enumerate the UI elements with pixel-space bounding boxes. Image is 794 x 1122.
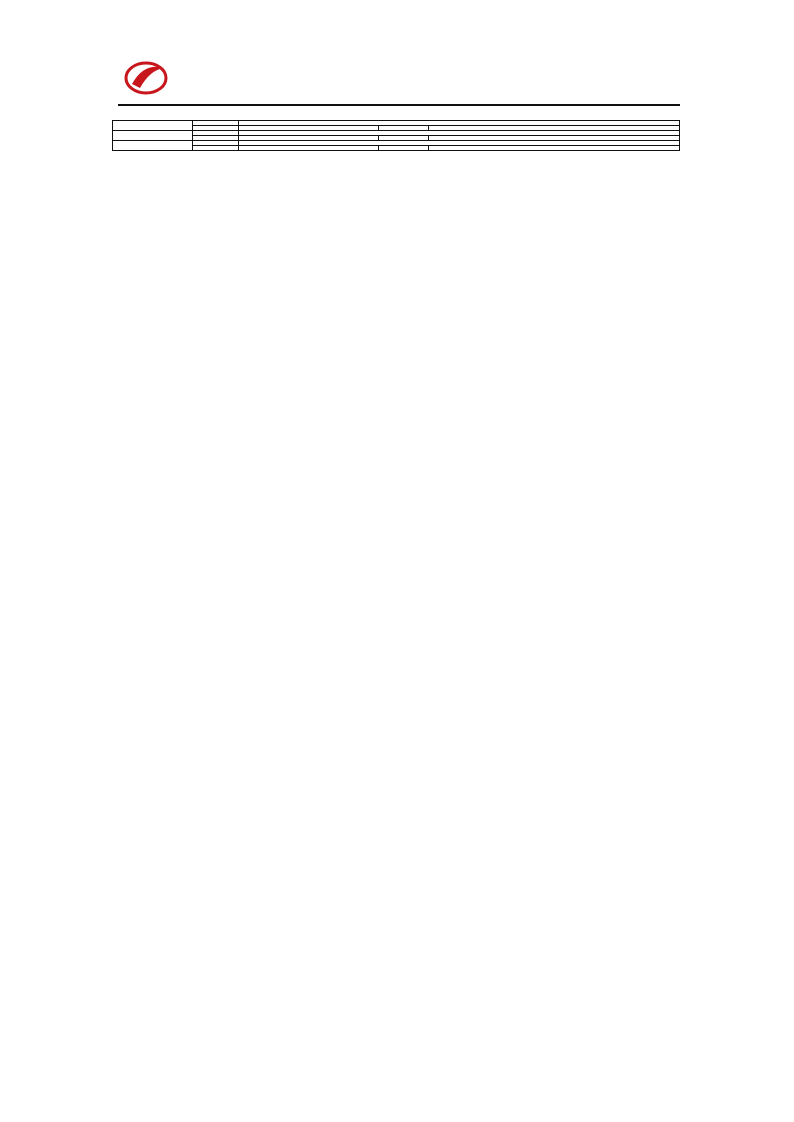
commodity-table [112, 120, 680, 151]
page-header [118, 56, 680, 106]
commodity-name [113, 131, 193, 141]
advice-value [239, 146, 379, 151]
commodity-name [113, 141, 193, 151]
advice-label [193, 146, 239, 151]
commodity-name [113, 121, 193, 131]
risk-value [429, 146, 680, 151]
company-logo [124, 58, 168, 96]
commodity-row-3-advice [113, 146, 680, 151]
risk-label [379, 146, 429, 151]
